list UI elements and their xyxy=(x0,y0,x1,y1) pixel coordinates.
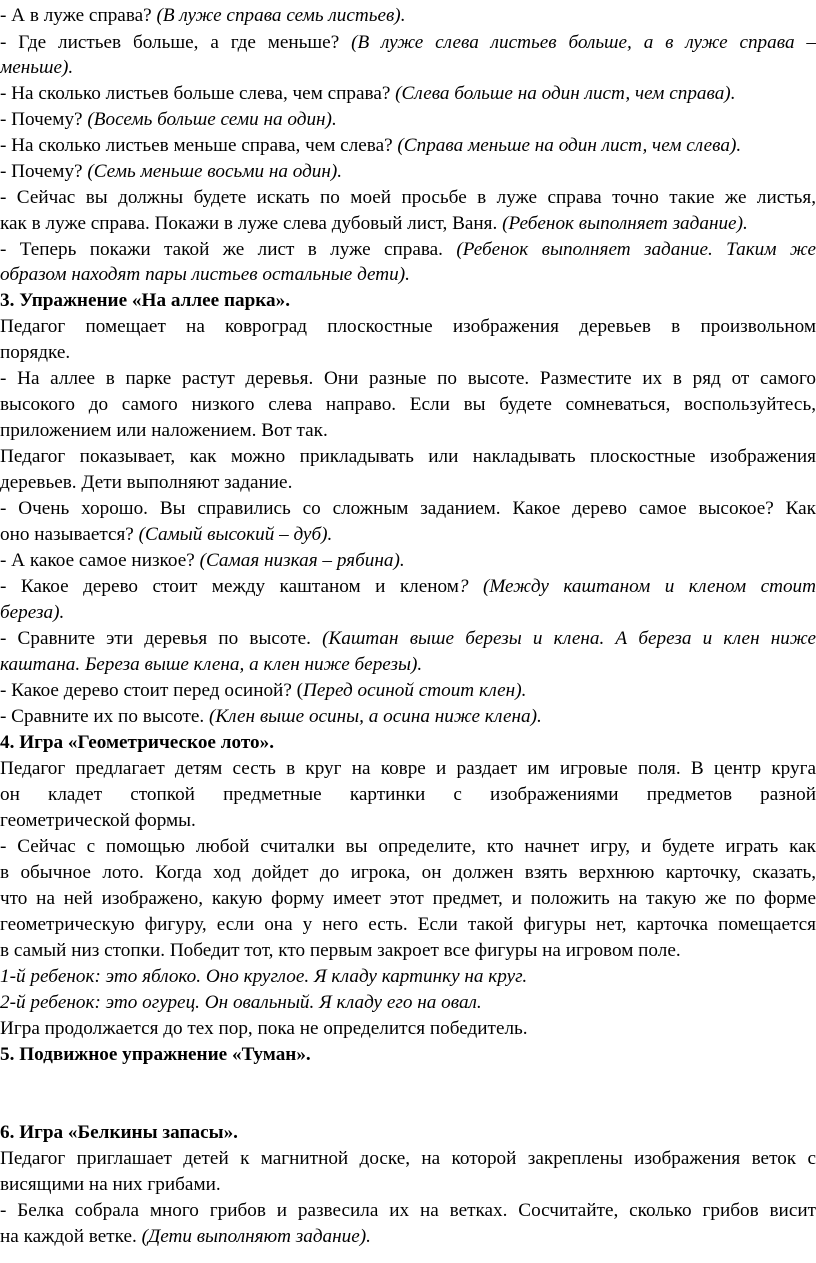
line-italic-text: 1-й ребенок: это яблоко. Оно круглое. Я кладу картинку на круг. xyxy=(0,966,528,987)
line-text: 3. Упражнение «На аллее парка». xyxy=(0,290,291,311)
text-line xyxy=(0,392,816,418)
text-line xyxy=(0,548,816,574)
text-line xyxy=(0,964,816,990)
text-line xyxy=(0,600,816,626)
line-text: Педагог показывает, как можно прикладывать или накладывать плоскостные изображения xyxy=(0,446,816,467)
line-text: Педагог приглашает детей к магнитной доске, на которой закреплены изображения веток с xyxy=(0,1148,816,1169)
line-text: - А какое самое низкое? xyxy=(0,550,200,571)
text-line xyxy=(0,860,816,886)
line-text: Педагог помещает на ковроград плоскостные изображения деревьев в произвольном xyxy=(0,316,816,337)
line-text: геометрическую фигуру, если она у него есть. Если такой фигуры нет, карточка помещается xyxy=(0,914,816,935)
text-line xyxy=(0,782,816,808)
line-text: - А в луже справа? xyxy=(0,5,157,26)
text-line xyxy=(0,470,816,496)
section-heading xyxy=(0,730,816,756)
text-line xyxy=(0,418,816,444)
text-line xyxy=(0,808,816,834)
line-text: - Где листьев больше, а где меньше? xyxy=(0,32,352,53)
text-line xyxy=(0,912,816,938)
line-text: на каждой ветке. xyxy=(0,1226,142,1247)
line-text: - На сколько листьев меньше справа, чем слева? xyxy=(0,135,398,156)
line-italic-text: (Восемь больше семи на один). xyxy=(87,109,337,130)
text-line xyxy=(0,496,816,522)
line-text: - Белка собрала много грибов и развесила их на ветках. Сосчитайте, сколько грибов висит xyxy=(0,1200,816,1221)
line-italic-text: (Дети выполняют задание). xyxy=(141,1226,371,1247)
line-italic-text: (Слева больше на один лист, чем справа). xyxy=(395,83,736,104)
line-text: что на ней изображено, какую форму имеет этот предмет, и положить на такую же по форме xyxy=(0,888,816,909)
line-text: геометрической формы. xyxy=(0,810,196,831)
line-italic-text: Перед осиной стоит клен). xyxy=(303,680,527,701)
line-italic-text: (В луже справа семь листьев). xyxy=(156,5,406,26)
line-text: - На сколько листьев больше слева, чем справа? xyxy=(0,83,396,104)
text-line xyxy=(0,626,816,652)
line-italic-text: (Каштан выше березы и клена. А береза и клен ниже xyxy=(322,628,816,649)
line-text: - Теперь покажи такой же лист в луже справа. xyxy=(0,239,457,260)
text-line xyxy=(0,886,816,912)
line-italic-text: (В луже слева листьев больше, а в луже справа – xyxy=(351,32,816,53)
line-text: - Сравните их по высоте. xyxy=(0,706,210,727)
line-text: как в луже справа. Покажи в луже слева дубовый лист, Ваня. xyxy=(0,213,503,234)
line-text: - Какое дерево стоит перед осиной? ( xyxy=(0,680,304,701)
text-line xyxy=(0,704,816,730)
text-line xyxy=(0,834,816,860)
line-italic-text: (Справа меньше на один лист, чем слева). xyxy=(397,135,742,156)
line-text: приложением или наложением. Вот так. xyxy=(0,420,328,441)
text-line xyxy=(0,133,816,159)
line-text: - Очень хорошо. Вы справились со сложным заданием. Какое дерево самое высокое? Как xyxy=(0,498,816,519)
line-text: в обычное лото. Когда ход дойдет до игрока, он должен взять верхнюю карточку, сказать, xyxy=(0,862,816,883)
text-line xyxy=(0,1146,816,1172)
text-line xyxy=(0,314,816,340)
text-line xyxy=(0,678,816,704)
line-text: высокого до самого низкого слева направо. Если вы будете сомневаться, воспользуйтесь, xyxy=(0,394,816,415)
line-text: - Почему? xyxy=(0,161,88,182)
text-line xyxy=(0,185,816,211)
line-text: 4. Игра «Геометрическое лото». xyxy=(0,732,275,753)
line-text: в самый низ стопки. Победит тот, кто первым закроет все фигуры на игровом поле. xyxy=(0,940,681,961)
section-heading xyxy=(0,1042,816,1068)
text-line xyxy=(0,237,816,263)
line-text: - Почему? xyxy=(0,109,88,130)
text-line xyxy=(0,340,816,366)
text-line xyxy=(0,30,816,56)
line-italic-text: 2-й ребенок: это огурец. Он овальный. Я кладу его на овал. xyxy=(0,992,482,1013)
text-line xyxy=(0,652,816,678)
line-italic-text: (Клен выше осины, а осина ниже клена). xyxy=(209,706,542,727)
text-line xyxy=(0,159,816,185)
text-line xyxy=(0,938,816,964)
line-text: - Сейчас вы должны будете искать по моей просьбе в луже справа точно такие же листья, xyxy=(0,187,816,208)
line-text: - На аллее в парке растут деревья. Они разные по высоте. Разместите их в ряд от самого xyxy=(0,368,816,389)
line-text: Педагог предлагает детям сесть в круг на ковре и раздает им игровые поля. В центр круга xyxy=(0,758,816,779)
line-text: - Сравните эти деревья по высоте. xyxy=(0,628,323,649)
line-italic-text: ? (Между каштаном и кленом стоит xyxy=(458,576,816,597)
line-text: - Сейчас с помощью любой считалки вы определите, кто начнет игру, и будете играть как xyxy=(0,836,816,857)
text-line xyxy=(0,756,816,782)
text-line xyxy=(0,3,816,29)
text-line xyxy=(0,366,816,392)
text-line xyxy=(0,1224,816,1250)
line-text: деревьев. Дети выполняют задание. xyxy=(0,472,293,493)
text-line xyxy=(0,574,816,600)
text-line xyxy=(0,1198,816,1224)
text-line xyxy=(0,990,816,1016)
line-italic-text: (Самый высокий – дуб). xyxy=(138,524,333,545)
text-line xyxy=(0,81,816,107)
text-line xyxy=(0,1172,816,1198)
line-text: порядке. xyxy=(0,342,71,363)
line-text: 6. Игра «Белкины запасы». xyxy=(0,1122,238,1143)
text-line xyxy=(0,262,816,288)
line-text: он кладет стопкой предметные картинки с изображениями предметов разной xyxy=(0,784,816,805)
line-italic-text: каштана. Береза выше клена, а клен ниже березы). xyxy=(0,654,423,675)
section-heading xyxy=(0,1120,816,1146)
line-text: Игра продолжается до тех пор, пока не определится победитель. xyxy=(0,1018,528,1039)
line-text: оно называется? xyxy=(0,524,139,545)
line-italic-text: (Ребенок выполняет задание). xyxy=(502,213,748,234)
text-line xyxy=(0,444,816,470)
line-italic-text: (Ребенок выполняет задание. Таким же xyxy=(456,239,816,260)
line-italic-text: образом находят пары листьев остальные дети). xyxy=(0,264,410,285)
text-line xyxy=(0,55,816,81)
section-heading xyxy=(0,288,816,314)
text-line xyxy=(0,211,816,237)
line-italic-text: (Самая низкая – рябина). xyxy=(199,550,405,571)
line-italic-text: меньше). xyxy=(0,57,74,78)
line-text: висящими на них грибами. xyxy=(0,1174,221,1195)
line-italic-text: береза). xyxy=(0,602,65,623)
line-text: 5. Подвижное упражнение «Туман». xyxy=(0,1044,311,1065)
line-text: - Какое дерево стоит между каштаном и кленом xyxy=(0,576,459,597)
text-line xyxy=(0,522,816,548)
text-line xyxy=(0,107,816,133)
line-italic-text: (Семь меньше восьми на один). xyxy=(87,161,343,182)
text-line xyxy=(0,1016,816,1042)
